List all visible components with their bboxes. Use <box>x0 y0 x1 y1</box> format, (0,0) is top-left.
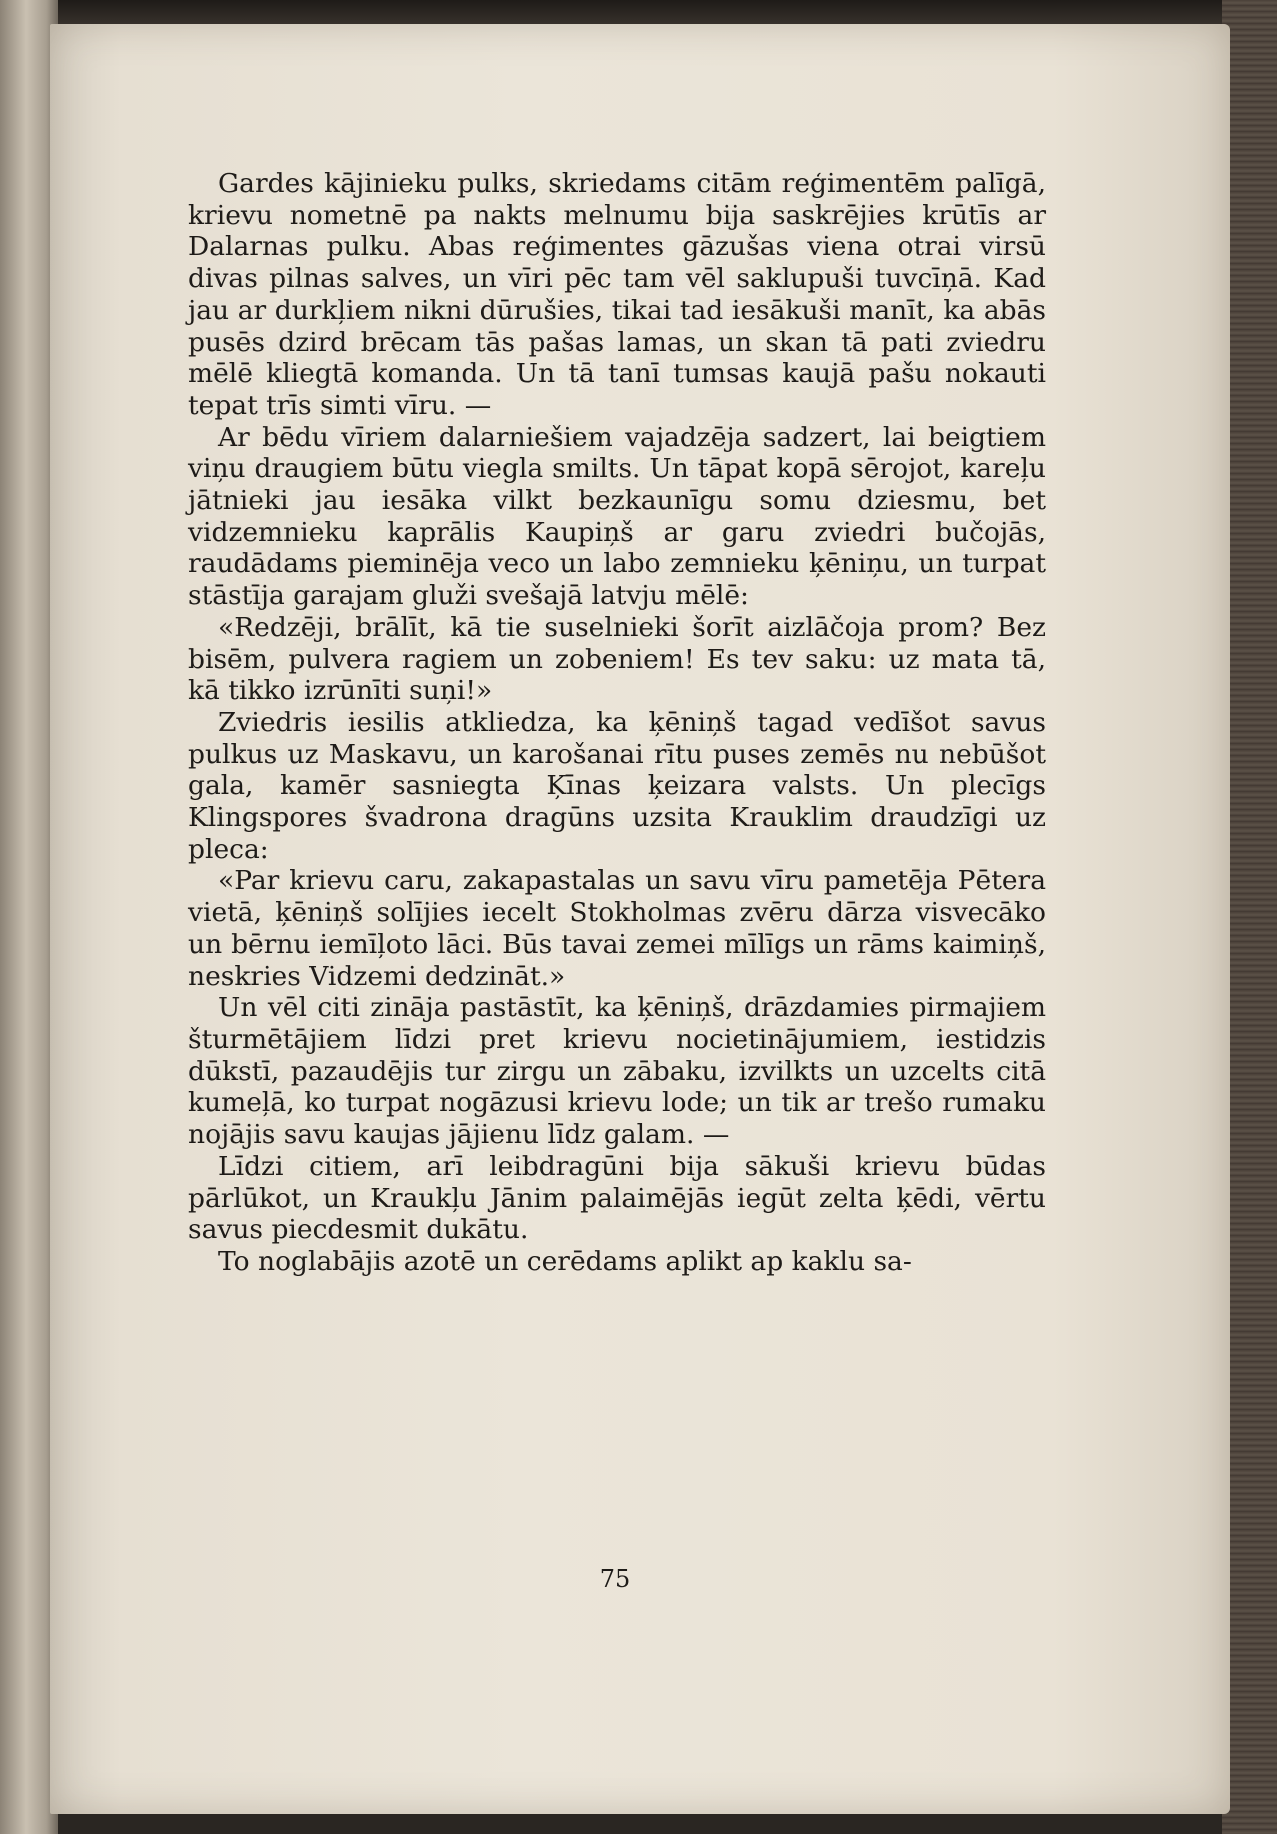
book-cover-edge <box>1222 0 1277 1834</box>
paragraph-2: Ar bēdu vīriem dalarniešiem vajadzēja sadzert, lai beigtiem viņu draugiem būtu viegla smilts. Un tāpat kopā sērojot, kareļu jātnieki jau iesāka vilkt bezkaunīgu somu dziesmu, bet vidzemnieku kaprālis Kaupiņš ar garu zviedri bučojās, raudādams pieminēja veco un labo zemnieku ķēniņu, un turpat stāstīja garajam gluži svešajā latvju mēlē: <box>188 421 1046 612</box>
page-number: 75 <box>599 1565 631 1593</box>
paragraph-5: «Par krievu caru, zakapastalas un savu vīru pametēja Pētera vietā, ķēniņš solījies iecelt Stokholmas zvēru dārza visvecāko un bērnu iemīļoto lāci. Būs tavai zemei mīlīgs un rāms kaimiņš, neskries Vidzemi dedzināt.» <box>188 865 1046 992</box>
paragraph-8: To noglabājis azotē un cerēdams aplikt ap kaklu sa- <box>218 1245 912 1277</box>
paragraph-7: Līdzi citiem, arī leibdragūni bija sākuši krievu būdas pārlūkot, un Kraukļu Jānim palaimējās iegūt zelta ķēdi, vērtu savus piecdesmit dukātu. <box>188 1150 1046 1246</box>
paragraph-6: Un vēl citi zināja pastāstīt, ka ķēniņš, drāzdamies pirmajiem šturmētājiem līdzi pret krievu nocietinājumiem, iestidzis dūkstī, pazaudējis tur zirgu un zābaku, izvilkts un uzcelts citā kumeļā, ko turpat nogāzusi krievu lode; un tik ar trešo rumaku nojājis savu kaujas jājienu līdz galam. — <box>188 992 1046 1151</box>
paragraph-1: Gardes kājinieku pulks, skriedams citām reģimentēm palīgā, krievu nometnē pa nakts melnumu bija saskrējies krūtīs ar Dalarnas pulku. Abas reģimentes gāzušas viena otrai virsū divas pilnas salves, un vīri pēc tam vēl saklupuši tuvcīņā. Kad jau ar durkļiem nikni dūrušies, tikai tad iesākuši manīt, ka abās pusēs dzird brēcam tās pašas lamas, un skan tā pati zviedru mēlē kliegtā komanda. Un tā tanī tumsas kaujā pašu nokauti tepat trīs simti vīru. — <box>188 168 1046 421</box>
paragraph-4: Zviedris iesilis atkliedza, ka ķēniņš tagad vedīšot savus pulkus uz Maskavu, un karošanai rītu puses zemēs nu nebūšot gala, kamēr sasniegta Ķīnas ķeizara valsts. Un plecīgs Klingspores švadrona dragūns uzsita Krauklim draudzīgi uz pleca: <box>188 706 1046 865</box>
paragraph-3: «Redzēji, brālīt, kā tie suselnieki šorīt aizlāčoja prom? Bez bisēm, pulvera ragiem un zobeniem! Es tev saku: uz mata tā, kā tikko izrūnīti suņi!» <box>188 611 1046 707</box>
page-body-text <box>188 168 1046 1278</box>
